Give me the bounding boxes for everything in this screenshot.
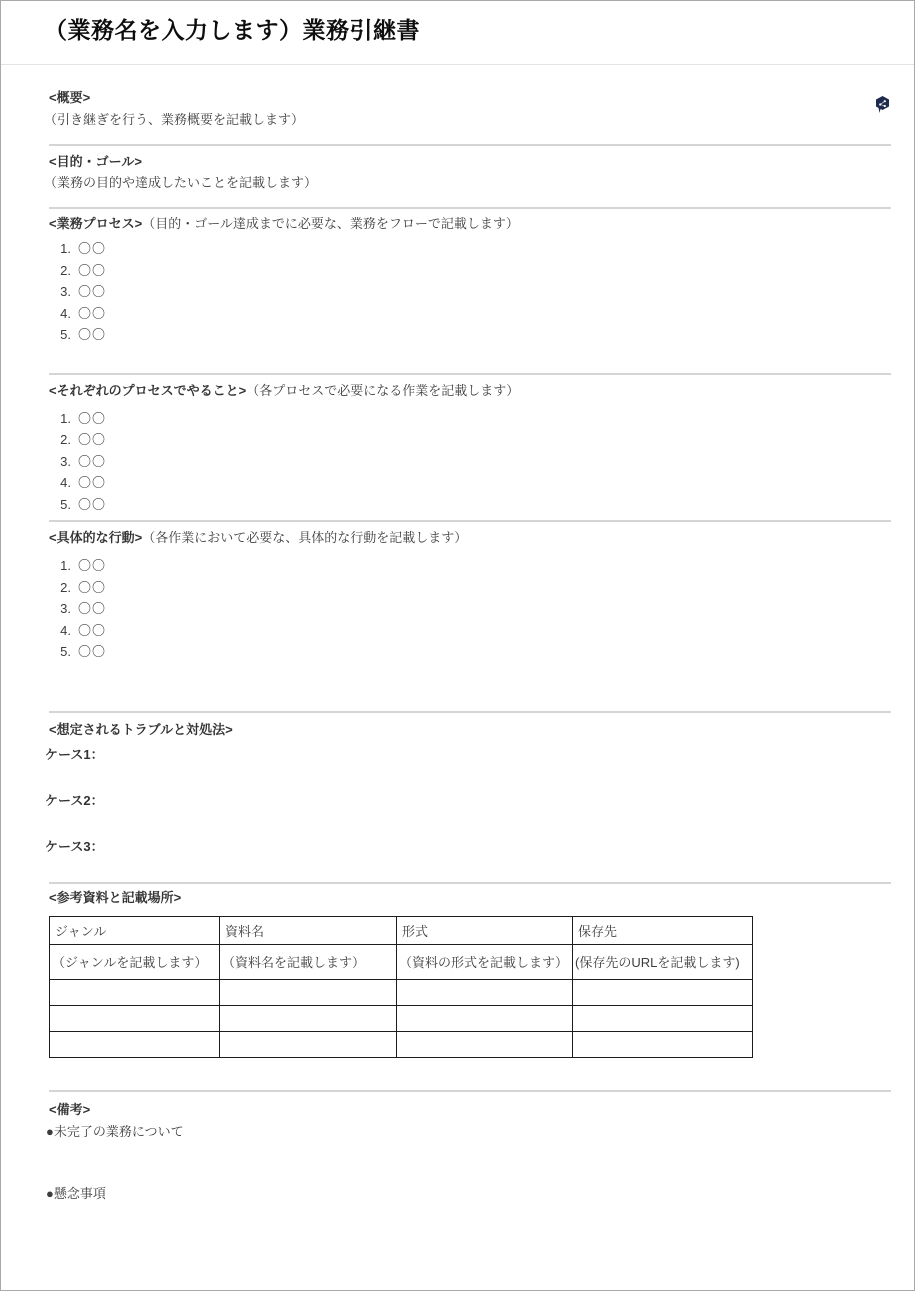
list-item-number: 4. — [60, 305, 71, 321]
section-divider — [49, 711, 891, 713]
process-list — [49, 238, 891, 346]
list-item — [49, 577, 891, 599]
table-cell-location-placeholder: (保存先のURLを記載します) — [573, 944, 753, 979]
table-cell-empty — [573, 979, 753, 1005]
table-cell-empty — [50, 979, 220, 1005]
table-header-doc-name: 資料名 — [220, 916, 397, 944]
section-desc-each-process: （各プロセスで必要になる作業を記載します） — [246, 382, 520, 398]
section-heading-overview: <概要> — [49, 90, 91, 105]
list-item-number: 1. — [60, 558, 71, 573]
section-divider — [49, 144, 891, 146]
list-item — [49, 429, 891, 451]
list-item-text: 〇〇 — [78, 601, 107, 616]
table-header-format: 形式 — [397, 916, 573, 944]
list-item — [49, 620, 891, 642]
actions-list — [49, 555, 891, 663]
table-cell-empty — [220, 979, 397, 1005]
table-cell-format-placeholder: （資料の形式を記載します） — [397, 944, 573, 979]
section-heading-notes: <備考> — [49, 1101, 91, 1117]
table-cell-empty — [397, 979, 573, 1005]
document-body — [1, 89, 914, 1203]
notes-bullet-unfinished: ●未完了の業務について — [46, 1123, 184, 1139]
list-item-number: 5. — [60, 327, 71, 342]
section-divider — [49, 1090, 891, 1092]
list-item-number: 4. — [60, 475, 71, 490]
section-heading-actions-label: <具体的な行動> — [49, 530, 143, 545]
list-item — [49, 303, 891, 325]
list-item-text: 〇〇 — [78, 262, 107, 278]
section-heading-each-process-label: <それぞれのプロセスでやること> — [49, 382, 247, 398]
list-item-text: 〇〇 — [78, 496, 107, 512]
header-divider — [1, 64, 914, 65]
list-item-text: 〇〇 — [78, 475, 107, 490]
table-cell-empty — [397, 1005, 573, 1031]
section-heading-actions — [49, 529, 891, 547]
section-divider — [49, 207, 891, 209]
list-item-text: 〇〇 — [78, 432, 107, 447]
list-item-number: 2. — [60, 579, 71, 595]
section-desc-actions: （各作業において必要な、具体的な行動を記載します） — [142, 530, 468, 545]
list-item-number: 3. — [60, 601, 71, 616]
list-item — [49, 324, 891, 346]
table-cell-empty — [220, 1031, 397, 1057]
trouble-case-3: ケース3： — [45, 838, 104, 854]
list-item-text: 〇〇 — [78, 241, 107, 256]
table-cell-empty — [50, 1005, 220, 1031]
table-cell-genre-placeholder: （ジャンルを記載します） — [50, 944, 220, 979]
list-item — [49, 555, 891, 577]
list-item-number: 4. — [60, 622, 71, 638]
section-heading-trouble: <想定されるトラブルと対処法> — [49, 721, 233, 737]
table-cell-empty — [50, 1031, 220, 1057]
list-item-text: 〇〇 — [78, 558, 107, 573]
list-item-text: 〇〇 — [78, 410, 107, 426]
list-item — [49, 260, 891, 282]
list-item-text: 〇〇 — [78, 644, 107, 659]
section-desc-overview: （引き継ぎを行う、業務概要を記載します） — [44, 112, 305, 127]
table-cell-empty — [397, 1031, 573, 1057]
list-item-number: 2. — [60, 262, 71, 278]
list-item — [49, 494, 891, 516]
section-heading-reference: <参考資料と記載場所> — [49, 889, 182, 905]
list-item-text: 〇〇 — [78, 284, 107, 299]
list-item-number: 5. — [60, 644, 71, 659]
table-row — [50, 1031, 753, 1057]
list-item-number: 1. — [60, 241, 71, 256]
table-header-row — [50, 916, 753, 944]
section-divider — [49, 882, 891, 884]
section-heading-process-label: <業務プロセス> — [49, 216, 143, 231]
list-item — [49, 472, 891, 494]
section-heading-process — [49, 215, 891, 233]
table-placeholder-row — [50, 944, 753, 979]
list-item-text: 〇〇 — [78, 622, 107, 638]
trouble-case-1: ケース1： — [45, 746, 104, 762]
table-cell-doc-name-placeholder: （資料名を記載します） — [220, 944, 397, 979]
page-title: （業務名を入力します）業務引継書 — [44, 17, 420, 43]
list-item-text: 〇〇 — [78, 327, 107, 342]
list-item — [49, 238, 891, 260]
list-item — [49, 451, 891, 473]
section-heading-goal: <目的・ゴール> — [49, 154, 142, 169]
list-item — [49, 641, 891, 663]
list-item-text: 〇〇 — [78, 305, 107, 321]
list-item-number: 5. — [60, 496, 71, 512]
list-item — [49, 598, 891, 620]
list-item-number: 2. — [60, 432, 71, 447]
section-divider — [49, 373, 891, 375]
section-divider — [49, 520, 891, 522]
table-header-genre: ジャンル — [50, 916, 220, 944]
list-item — [49, 408, 891, 430]
reference-table — [49, 916, 753, 1058]
list-item-text: 〇〇 — [78, 453, 107, 469]
notes-bullet-concerns: ●懸念事項 — [46, 1185, 106, 1201]
table-cell-empty — [573, 1031, 753, 1057]
list-item-number: 1. — [60, 410, 71, 426]
table-row — [50, 979, 753, 1005]
table-cell-empty — [573, 1005, 753, 1031]
list-item — [49, 281, 891, 303]
section-heading-each-process — [49, 382, 891, 400]
list-item-text: 〇〇 — [78, 579, 107, 595]
list-item-number: 3. — [60, 453, 71, 469]
table-row — [50, 1005, 753, 1031]
section-desc-process: （目的・ゴール達成までに必要な、業務をフローで記載します） — [142, 216, 519, 231]
each-process-list — [49, 408, 891, 516]
trouble-case-2: ケース2： — [45, 792, 104, 808]
section-desc-goal: （業務の目的や達成したいことを記載します） — [44, 175, 318, 190]
table-cell-empty — [220, 1005, 397, 1031]
table-header-location: 保存先 — [573, 916, 753, 944]
list-item-number: 3. — [60, 284, 71, 299]
